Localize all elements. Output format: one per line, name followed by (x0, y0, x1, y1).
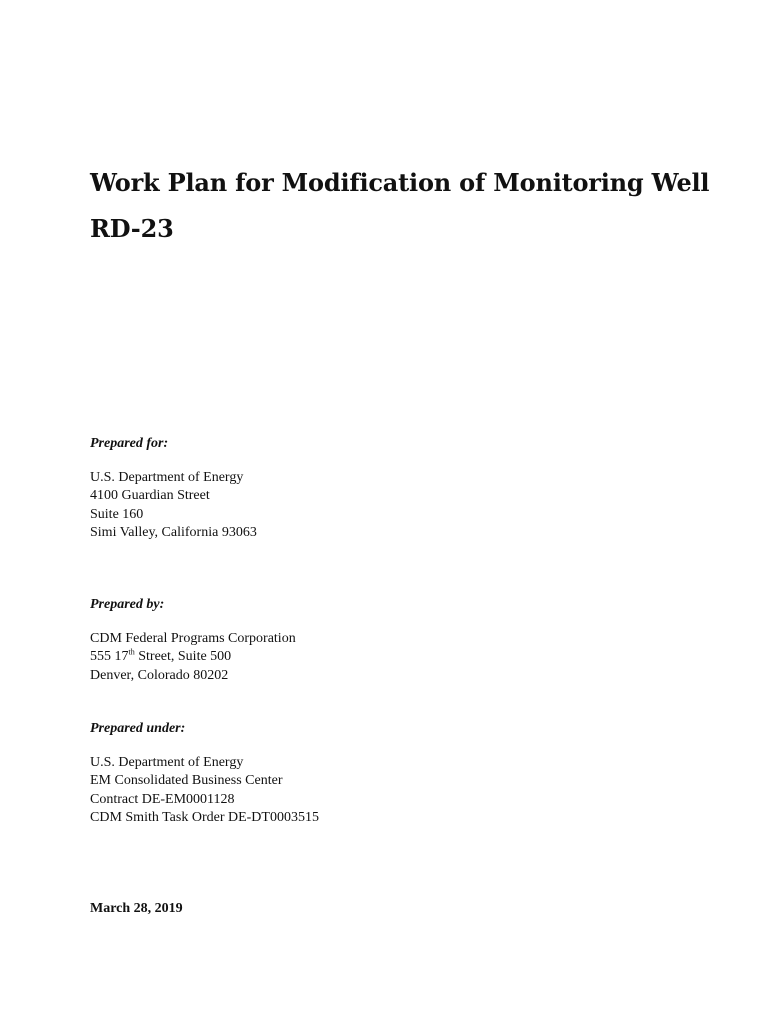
ordinal-superscript: th (128, 647, 135, 657)
title-line-1: Work Plan for Modification of Monitoring Well (90, 168, 710, 197)
prepared-under-section (90, 720, 690, 827)
prepared-for-section (90, 435, 690, 542)
prepared-by-line: CDM Federal Programs Corporation (90, 631, 296, 646)
street-number: 555 17 (90, 649, 129, 665)
street-suffix: Street, Suite 500 (134, 649, 232, 665)
prepared-under-line: Contract DE-EM0001128 (90, 791, 235, 807)
prepared-by-line: Denver, Colorado 80202 (90, 667, 229, 683)
document-date: March 28, 2019 (90, 901, 183, 916)
prepared-under-label: Prepared under: (90, 721, 186, 736)
prepared-under-line: EM Consolidated Business Center (90, 773, 283, 789)
prepared-for-label: Prepared for: (90, 436, 169, 451)
prepared-by-section (90, 596, 690, 685)
prepared-for-line: 4100 Guardian Street (90, 488, 210, 504)
prepared-for-line: Suite 160 (90, 506, 144, 522)
prepared-for-line: U.S. Department of Energy (90, 470, 244, 485)
title-line-2: RD-23 (90, 214, 174, 243)
prepared-by-label: Prepared by: (90, 597, 165, 612)
prepared-for-line: Simi Valley, California 93063 (90, 524, 257, 540)
document-title (90, 160, 730, 252)
prepared-by-street-line (90, 648, 690, 666)
prepared-under-line: CDM Smith Task Order DE-DT0003515 (90, 809, 319, 825)
prepared-under-line: U.S. Department of Energy (90, 755, 244, 770)
